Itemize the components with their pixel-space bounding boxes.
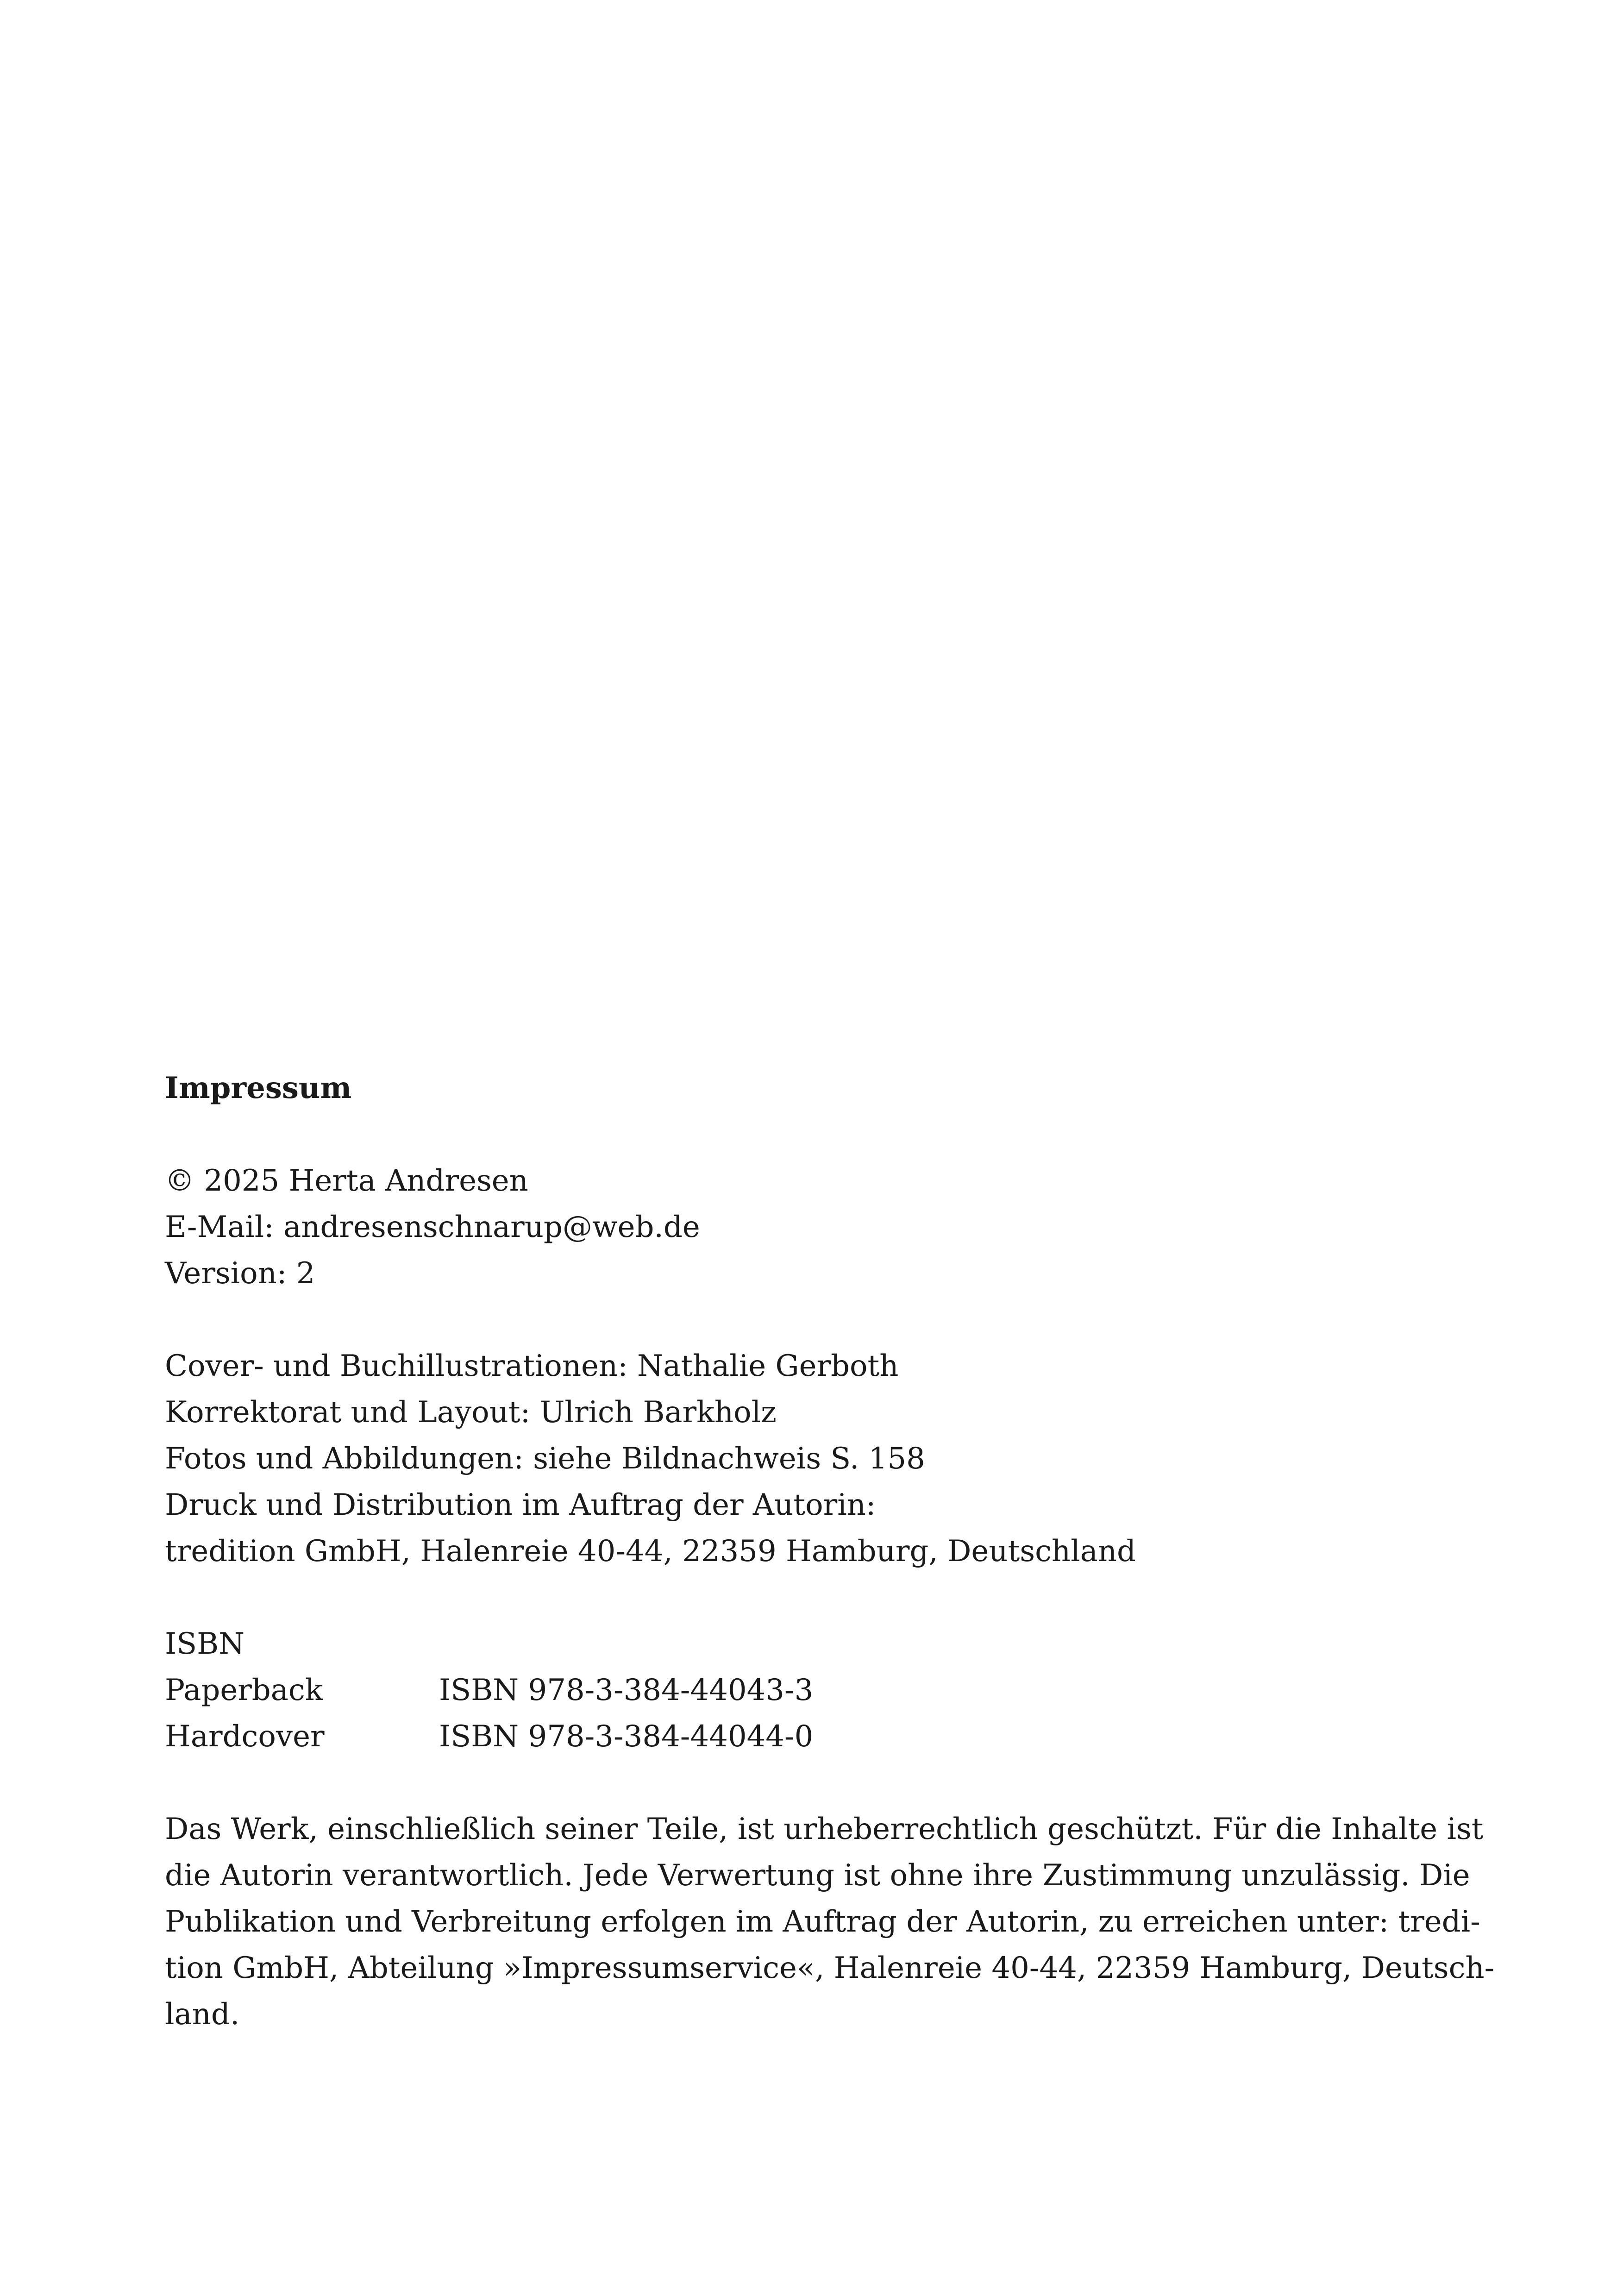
legal-line: tion GmbH, Abteilung »Impressumservice«, Halenreie 40-44, 22359 Hamburg, Deutsch- — [165, 1951, 1495, 1985]
isbn-label: Hardcover — [165, 1719, 325, 1754]
layout-credit: Korrektorat und Layout: Ulrich Barkholz — [165, 1395, 777, 1430]
legal-notice — [165, 1806, 1495, 2038]
legal-line: Publikation und Verbreitung erfolgen im Auftrag der Autorin, zu erreichen unter: tredi- — [165, 1905, 1480, 1939]
legal-line: land. — [165, 1997, 240, 2032]
spacer — [165, 1297, 1461, 1343]
isbn-row-hardcover — [165, 1713, 1461, 1760]
version-line: Version: 2 — [165, 1256, 315, 1291]
isbn-heading: ISBN — [165, 1627, 245, 1661]
isbn-value: ISBN 978-3-384-44044-0 — [439, 1719, 814, 1754]
print-credit: Druck und Distribution im Auftrag der Autorin: — [165, 1488, 876, 1522]
legal-line: Das Werk, einschließlich seiner Teile, ist urheberrechtlich geschützt. Für die Inhalte ist — [165, 1812, 1484, 1846]
imprint-heading: Impressum — [165, 1071, 352, 1105]
isbn-block — [165, 1621, 1461, 1760]
isbn-row-paperback — [165, 1667, 1461, 1713]
copyright-block — [165, 1158, 1461, 1297]
spacer — [165, 1575, 1461, 1621]
illustration-credit: Cover- und Buchillustrationen: Nathalie Gerboth — [165, 1349, 899, 1383]
spacer — [165, 1760, 1461, 1806]
credits-block — [165, 1343, 1461, 1575]
spacer — [165, 1111, 1461, 1158]
imprint-page — [165, 1065, 1495, 2038]
copyright-line: © 2025 Herta Andresen — [165, 1164, 528, 1198]
isbn-value: ISBN 978-3-384-44043-3 — [439, 1673, 814, 1707]
photo-credit: Fotos und Abbildungen: siehe Bildnachweis S. 158 — [165, 1442, 925, 1476]
email-line: E-Mail: andresenschnarup@web.de — [165, 1210, 700, 1244]
publisher-address: tredition GmbH, Halenreie 40-44, 22359 Hamburg, Deutschland — [165, 1534, 1136, 1568]
isbn-label: Paperback — [165, 1673, 323, 1707]
legal-line: die Autorin verantwortlich. Jede Verwertung ist ohne ihre Zustimmung unzulässig. Die — [165, 1858, 1470, 1893]
